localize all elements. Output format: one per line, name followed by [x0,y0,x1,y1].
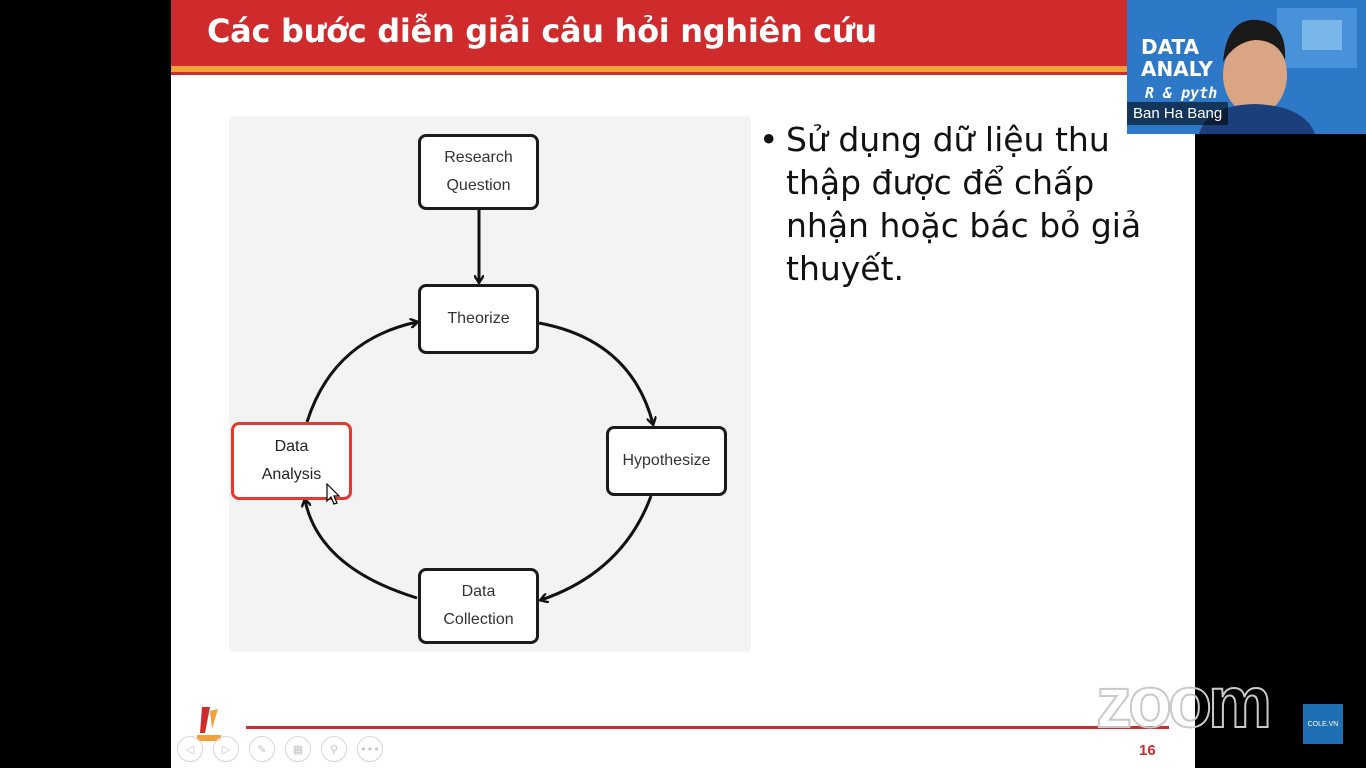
pen-tool-button[interactable] [249,736,275,762]
video-overlay-subtitle: R & pyth [1145,84,1218,102]
arrow-collection-to-analysis [305,500,417,598]
cole-logo: COLE.VN [1303,704,1343,744]
slide [171,0,1195,768]
video-overlay-title: DATA ANALY [1141,35,1213,81]
node-label: Hypothesize [622,452,711,469]
arrow-left-icon: ◁ [185,742,195,756]
node-research-question [418,134,539,210]
node-theorize [418,284,539,354]
node-data-collection [418,568,539,644]
zoom-watermark: zoom [1096,663,1268,743]
participant-video[interactable] [1127,0,1366,134]
footer-divider [246,726,1169,729]
bullet-dot-icon: • [759,120,779,159]
arrow-hypothesize-to-collection [541,496,651,600]
participant-name-label: Ban Ha Bang [1127,102,1228,125]
ellipsis-icon: ••• [360,742,380,756]
diagram-connectors [171,0,1195,768]
node-label: Research Question [444,149,513,194]
node-label: Data Analysis [261,438,322,483]
node-hypothesize [606,426,727,496]
magnifier-icon: ⚲ [329,742,339,756]
slideshow-toolbar [177,736,383,762]
more-options-button[interactable] [357,736,383,762]
slide-title: Các bước diễn giải câu hỏi nghiên cứu [207,12,877,50]
mouse-cursor-icon [326,483,342,507]
zoom-button[interactable] [321,736,347,762]
page-number: 16 [1139,742,1156,759]
arrow-analysis-to-theorize [307,322,417,422]
arrow-right-icon: ▷ [221,742,231,756]
node-label: Theorize [447,310,510,327]
bullet-text: Sử dụng dữ liệu thu thập được để chấp nhận hoặc bác bỏ giả thuyết. [786,120,1142,288]
previous-slide-button[interactable] [177,736,203,762]
next-slide-button[interactable] [213,736,239,762]
see-all-slides-button[interactable] [285,736,311,762]
arrow-theorize-to-hypothesize [539,323,653,424]
slides-grid-icon: ▦ [292,742,304,756]
node-label: Data Collection [443,583,514,628]
pen-icon: ✎ [257,742,267,756]
